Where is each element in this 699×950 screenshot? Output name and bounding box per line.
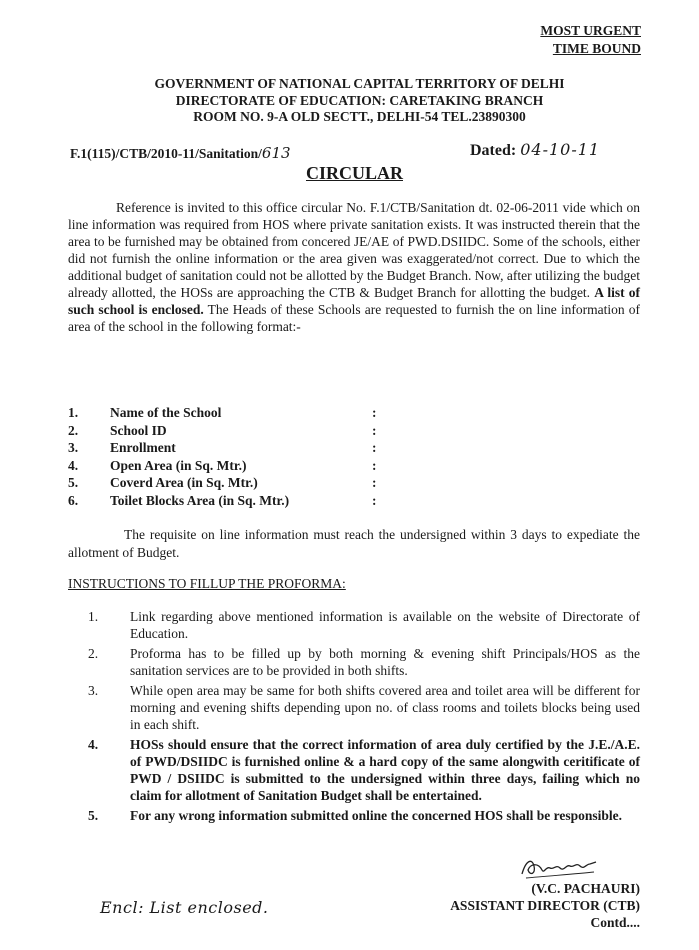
instruction-text: While open area may be same for both shifts covered area and toilet area will be different for morning and evening shifts depending upon no. of class rooms and toilets blocks being used in each shift.: [130, 683, 640, 732]
instructions-heading: INSTRUCTIONS TO FILLUP THE PROFORMA:: [68, 576, 346, 591]
date-handwritten: 04-10-11: [520, 140, 601, 159]
instruction-text: Link regarding above mentioned information is available on the website of Directorate of Education.: [130, 609, 640, 641]
instruction-item: [88, 682, 640, 733]
signatory-block: [450, 880, 640, 931]
instruction-number: 2.: [88, 646, 99, 661]
instruction-text: Proforma has to be filled up by both morning & evening shift Principals/HOS as the sanitation services are to be provided in both shifts.: [130, 646, 640, 678]
body-text-1a: Reference is invited to this office circular No. F.1/CTB/Sanitation dt. 02-06-2011 vide which on line information was required from HOS where private sanitation exists. It was instructed therein that the area to be furnished may be obtained from concered JE/AE of PWD.DSIIDC. Some of the schools, either did not furnish the online information or the area given was exaggerated/not correct. Due to which the additional budget of sanitation could not be allotted by the Budget Branch. Now, after utilizing the budget already allotted, the HOSs are approaching the CTB & Budget Branch for allotting the budget.: [68, 200, 640, 300]
document-title: CIRCULAR: [305, 163, 403, 183]
field-label: Open Area (in Sq. Mtr.): [110, 457, 247, 473]
format-field: [68, 492, 388, 510]
field-colon: :: [372, 457, 377, 473]
field-number: 5.: [68, 475, 79, 490]
field-colon: :: [372, 492, 377, 508]
body-text-2: The requisite on line information must reach the undersigned within 3 days to expediate the allotment of Budget.: [68, 527, 640, 560]
instruction-text: HOSs should ensure that the correct information of area duly certified by the J.E./A.E. of PWD/DSIIDC is furnished online & a hard copy of the same alongwith ceritificate of PWD / DSIIDC is submitted to the undersigned within three days, failing which no claim for allotment of Sanitation Budget shall be entertained.: [130, 737, 640, 803]
instruction-number: 3.: [88, 683, 99, 698]
date-label: Dated:: [470, 142, 517, 159]
format-field: [68, 422, 388, 440]
field-colon: :: [372, 405, 377, 420]
instruction-item: [88, 645, 640, 679]
field-number: 2.: [68, 422, 79, 438]
instruction-number: 5.: [88, 808, 99, 823]
instruction-number: 1.: [88, 609, 99, 624]
field-colon: :: [372, 422, 377, 438]
field-label: School ID: [110, 422, 167, 438]
format-field: [68, 457, 388, 475]
instruction-number: 4.: [88, 737, 99, 752]
field-label: Coverd Area (in Sq. Mtr.): [110, 475, 258, 490]
body-paragraph-2: [68, 526, 640, 562]
field-label: Toilet Blocks Area (in Sq. Mtr.): [110, 492, 290, 508]
field-label: Name of the School: [110, 405, 222, 420]
field-number: 6.: [68, 492, 79, 508]
file-number-handwritten: 613: [261, 144, 291, 162]
file-number: [70, 144, 291, 162]
instruction-text: For any wrong information submitted online the concerned HOS shall be responsible.: [130, 808, 623, 823]
instructions-list: [88, 608, 640, 827]
signatory-name: (V.C. PACHAURI): [531, 881, 640, 896]
format-field: [68, 474, 388, 492]
letterhead-line-1: GOVERNMENT OF NATIONAL CAPITAL TERRITORY OF DELHI: [154, 76, 565, 91]
field-colon: :: [372, 475, 377, 490]
format-field: [68, 439, 388, 457]
urgency-label: [540, 22, 641, 58]
instruction-item: [88, 736, 640, 804]
time-bound-text: TIME BOUND: [552, 41, 641, 56]
field-number: 4.: [68, 457, 79, 473]
most-urgent-text: MOST URGENT: [540, 23, 641, 38]
format-field: [68, 404, 388, 422]
instruction-item: [88, 608, 640, 642]
body-text-1b: The Heads of these Schools are requested to furnish the on line information of area of the school in the following format:-: [68, 302, 640, 334]
body-text-1-bold: A list of such school is enclosed.: [68, 285, 640, 317]
field-number: 3.: [68, 440, 79, 455]
letterhead: [0, 76, 699, 126]
letterhead-line-2: DIRECTORATE OF EDUCATION: CARETAKING BRANCH: [175, 92, 544, 108]
field-number: 1.: [68, 405, 79, 420]
date-line: [470, 140, 600, 160]
enclosure-note: Encl: List enclosed.: [100, 898, 269, 917]
letterhead-line-3: ROOM NO. 9-A OLD SECTT., DELHI-54 TEL.23890300: [193, 109, 526, 124]
format-field-list: [68, 404, 388, 509]
continued-label: Contd....: [590, 915, 640, 930]
file-number-printed: F.1(115)/CTB/2010-11/Sanitation/: [70, 146, 262, 161]
handwritten-signature: [516, 852, 636, 882]
instruction-item: [88, 807, 640, 824]
field-label: Enrollment: [110, 440, 176, 455]
field-colon: :: [372, 440, 377, 455]
body-paragraph-1: [68, 199, 640, 335]
signatory-designation: ASSISTANT DIRECTOR (CTB): [450, 898, 640, 913]
